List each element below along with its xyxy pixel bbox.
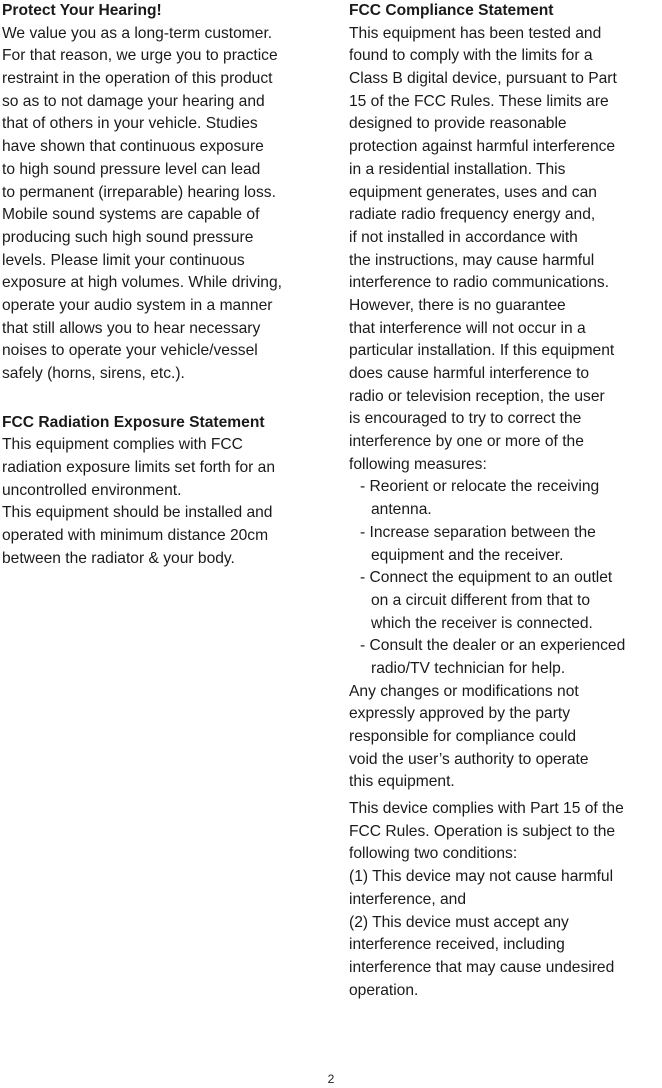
compliance-line: if not installed in accordance with bbox=[349, 228, 578, 246]
compliance-line: that interference will not occur in a bbox=[349, 319, 586, 337]
changes-line: this equipment. bbox=[349, 773, 455, 791]
part15-section bbox=[349, 798, 662, 1002]
compliance-line: is encouraged to try to correct the bbox=[349, 410, 582, 428]
part15-line: operation. bbox=[349, 981, 419, 999]
compliance-line: does cause harmful interference to bbox=[349, 365, 590, 382]
hearing-section bbox=[2, 0, 328, 386]
compliance-line: equipment generates, uses and can bbox=[349, 183, 597, 201]
hearing-line: producing such high sound pressure bbox=[2, 228, 254, 246]
measure-line: radio/TV technician for help. bbox=[371, 659, 566, 677]
hearing-line: restraint in the operation of this product bbox=[2, 70, 273, 88]
radiation-body bbox=[2, 434, 328, 570]
compliance-heading: FCC Compliance Statement bbox=[349, 2, 554, 19]
compliance-line: in a residential installation. This bbox=[349, 160, 566, 178]
compliance-body bbox=[349, 23, 662, 477]
hearing-line: safely (horns, sirens, etc.). bbox=[2, 365, 185, 382]
compliance-line: the instructions, may cause harmful bbox=[349, 251, 595, 269]
changes-line: void the user’s authority to operate bbox=[349, 750, 589, 768]
hearing-line: levels. Please limit your continuous bbox=[2, 251, 245, 269]
page-number: 2 bbox=[327, 1072, 335, 1086]
hearing-line: to high sound pressure level can lead bbox=[2, 160, 261, 178]
hearing-line: exposure at high volumes. While driving, bbox=[2, 274, 282, 292]
compliance-line: following measures: bbox=[349, 455, 487, 473]
hearing-line: operate your audio system in a manner bbox=[2, 296, 273, 314]
radiation-line: This equipment complies with FCC bbox=[2, 436, 243, 454]
hearing-line: have shown that continuous exposure bbox=[2, 138, 264, 156]
hearing-line: Mobile sound systems are capable of bbox=[2, 206, 260, 224]
measure-item bbox=[349, 567, 662, 635]
measure-line: - Reorient or relocate the receiving bbox=[360, 478, 600, 496]
left-column bbox=[2, 0, 328, 571]
hearing-line: so as to not damage your hearing and bbox=[2, 92, 265, 110]
compliance-line: found to comply with the limits for a bbox=[349, 47, 593, 65]
hearing-line: For that reason, we urge you to practice bbox=[2, 47, 278, 65]
measure-item bbox=[349, 522, 662, 567]
compliance-line: protection against harmful interference bbox=[349, 138, 616, 156]
measures-list bbox=[349, 476, 662, 680]
measure-line: which the receiver is connected. bbox=[371, 614, 593, 632]
radiation-line: radiation exposure limits set forth for an bbox=[2, 459, 276, 477]
compliance-section bbox=[349, 0, 662, 794]
part15-line: (2) This device must accept any bbox=[349, 913, 569, 931]
compliance-line: 15 of the FCC Rules. These limits are bbox=[349, 92, 609, 110]
measure-item bbox=[349, 476, 662, 521]
radiation-line: uncontrolled environment. bbox=[2, 481, 182, 499]
hearing-line: that still allows you to hear necessary bbox=[2, 319, 261, 337]
compliance-line: interference to radio communications. bbox=[349, 274, 610, 292]
compliance-line: radio or television reception, the user bbox=[349, 387, 605, 405]
radiation-line: This equipment should be installed and bbox=[2, 504, 273, 522]
radiation-section bbox=[2, 412, 328, 571]
changes-line: responsible for compliance could bbox=[349, 728, 577, 745]
part15-line: This device complies with Part 15 of the bbox=[349, 800, 624, 818]
radiation-line: between the radiator & your body. bbox=[2, 549, 235, 567]
part15-line: FCC Rules. Operation is subject to the bbox=[349, 822, 616, 840]
measure-line: - Connect the equipment to an outlet bbox=[360, 569, 613, 587]
part15-line: (1) This device may not cause harmful bbox=[349, 868, 614, 886]
hearing-line: We value you as a long-term customer. bbox=[2, 24, 273, 42]
measure-line: equipment and the receiver. bbox=[371, 546, 564, 564]
changes-paragraph bbox=[349, 681, 662, 794]
measure-item bbox=[349, 635, 662, 680]
hearing-line: to permanent (irreparable) hearing loss. bbox=[2, 183, 276, 201]
right-column bbox=[349, 0, 662, 1002]
section-spacer bbox=[2, 386, 328, 412]
compliance-line: However, there is no guarantee bbox=[349, 296, 566, 314]
compliance-line: This equipment has been tested and bbox=[349, 24, 602, 42]
hearing-heading: Protect Your Hearing! bbox=[2, 2, 162, 19]
measure-line: on a circuit different from that to bbox=[371, 591, 590, 609]
part15-line: following two conditions: bbox=[349, 845, 518, 863]
compliance-line: interference by one or more of the bbox=[349, 433, 584, 451]
radiation-heading: FCC Radiation Exposure Statement bbox=[2, 413, 265, 431]
measure-line: - Increase separation between the bbox=[360, 523, 596, 541]
hearing-line: that of others in your vehicle. Studies bbox=[2, 115, 258, 133]
compliance-line: radiate radio frequency energy and, bbox=[349, 206, 596, 224]
measure-line: antenna. bbox=[371, 501, 432, 519]
compliance-line: Class B digital device, pursuant to Part bbox=[349, 70, 617, 88]
changes-line: Any changes or modifications not bbox=[349, 682, 579, 700]
hearing-line: noises to operate your vehicle/vessel bbox=[2, 342, 258, 360]
part15-line: interference received, including bbox=[349, 936, 565, 954]
part15-line: interference that may cause undesired bbox=[349, 958, 615, 976]
radiation-line: operated with minimum distance 20cm bbox=[2, 527, 269, 545]
changes-line: expressly approved by the party bbox=[349, 705, 571, 723]
measure-line: - Consult the dealer or an experienced bbox=[360, 637, 626, 655]
compliance-line: designed to provide reasonable bbox=[349, 115, 567, 133]
part15-line: interference, and bbox=[349, 890, 467, 908]
hearing-body bbox=[2, 23, 328, 386]
compliance-line: particular installation. If this equipment bbox=[349, 342, 615, 360]
